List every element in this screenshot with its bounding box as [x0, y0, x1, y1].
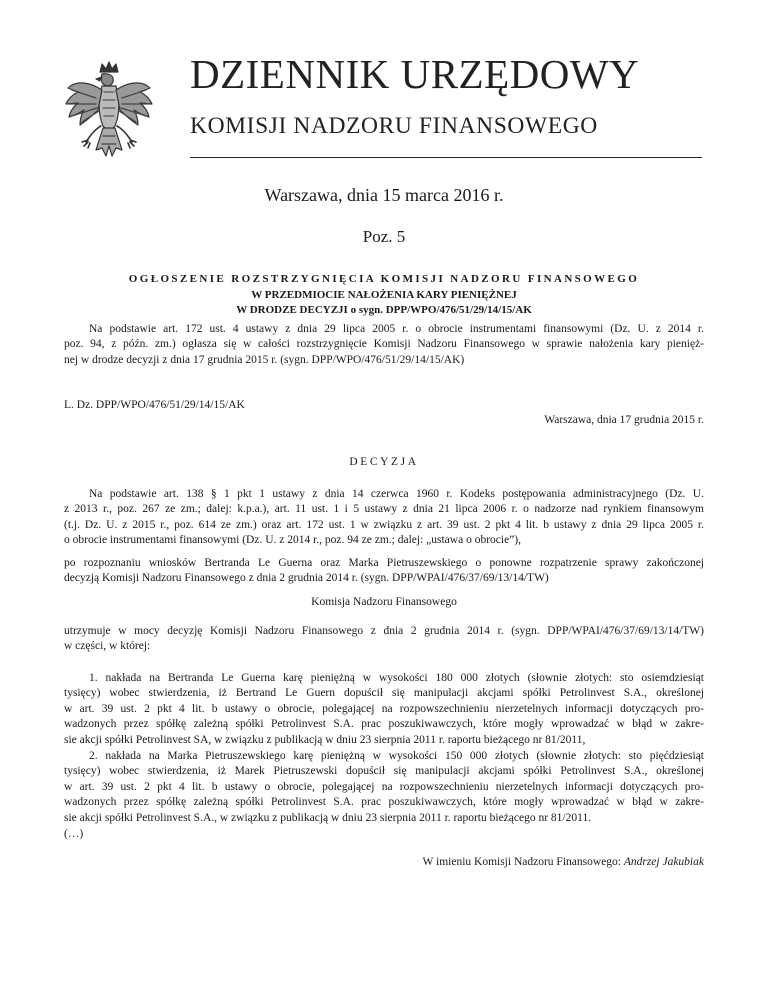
text-line: po rozpoznaniu wniosków Bertranda Le Guerna oraz Marka Pietruszewskiego o ponowne rozpatrzenie sprawy zakończonej — [64, 557, 704, 569]
heading-line-3: W DRODZE DECYZJI o sygn. DPP/WPO/476/51/29/14/15/AK — [236, 304, 532, 316]
journal-title: DZIENNIK URZĘDOWY — [190, 51, 640, 97]
text-line: o obrocie instrumentami finansowymi (Dz. U. z 2014 r., poz. 94 ze zm.; dalej: „ustawa o obrocie”), — [64, 534, 521, 547]
heading-line-1: OGŁOSZENIE ROZSTRZYGNIĘCIA KOMISJI NADZORU FINANSOWEGO — [128, 273, 640, 285]
decision-date: Warszawa, dnia 17 grudnia 2015 r. — [544, 414, 704, 426]
text-line: wadzonych przez spółkę zależną spółki Petrolinvest S.A. prac poszukiwawczych, które mogły wprowadzać w błąd w zakre- — [64, 796, 704, 809]
text-line: Na podstawie art. 172 ust. 4 ustawy z dnia 29 lipca 2005 r. o obrocie instrumentami finansowymi (Dz. U. z 2014 r. — [89, 323, 704, 335]
text-line: tysięcy) wobec stwierdzenia, iż Bertrand Le Guern dopuścił się manipulacji akcjami spółki Petrolinvest S.A., określonej — [64, 687, 704, 700]
text-line: wadzonych przez spółkę zależną spółki Petrolinvest S.A. prac poszukiwawczych, które mogły wprowadzać w błąd w zakre- — [64, 718, 704, 731]
text-line: decyzją Komisji Nadzoru Finansowego z dnia 2 grudnia 2014 r. (sygn. DPP/WPAI/476/37/69/13/14/TW) — [64, 572, 549, 585]
text-line: (t.j. Dz. U. z 2015 r., poz. 614 ze zm.) oraz art. 172 ust. 1 w związku z art. 39 ust. 2 pkt 4 lit. b ustawy z dnia 29 lipca 2005 r. — [64, 518, 704, 531]
text-line: 2. nakłada na Marka Pietruszewskiego karę pieniężną w wysokości 150 000 złotych (słownie złotych: sto pięćdziesiąt — [89, 750, 704, 762]
text-line: w części, w której: — [64, 640, 151, 653]
text-line: Na podstawie art. 138 § 1 pkt 1 ustawy z dnia 14 czerwca 1960 r. Kodeks postępowania administracyjnego (Dz. U. — [89, 488, 704, 500]
signature-prefix: W imieniu Komisji Nadzoru Finansowego: — [422, 856, 621, 868]
polish-eagle-emblem-icon — [62, 58, 156, 170]
authority-name: Komisja Nadzoru Finansowego — [311, 596, 457, 608]
text-line: w art. 39 ust. 2 pkt 4 lit. b ustawy o obrocie, polegającej na rozpowszechnieniu nierzetelnych informacji dotyczących pro- — [64, 780, 704, 793]
text-line: nej w drodze decyzji z dnia 17 grudnia 2015 r. (sygn. DPP/WPO/476/51/29/14/15/AK) — [64, 353, 465, 366]
issue-date: Warszawa, dnia 15 marca 2016 r. — [264, 185, 504, 205]
text-line: sie akcji spółki Petrolinvest SA, w związku z publikacją w dniu 23 sierpnia 2011 r. raportu bieżącego nr 81/2011, — [64, 733, 586, 746]
decision-heading: DECYZJA — [349, 456, 419, 468]
text-line: sie akcji spółki Petrolinvest S.A., w związku z publikacją w dniu 23 sierpnia 2011 r. raportu bieżącego nr 81/2011. — [64, 811, 592, 824]
consideration-paragraph — [64, 556, 704, 587]
position-number: Poz. 5 — [362, 227, 406, 246]
reference-number: L. Dz. DPP/WPO/476/51/29/14/15/AK — [64, 399, 245, 411]
text-line: z 2013 r., poz. 267 ze zm.; dalej: k.p.a.), art. 11 ust. 1 i 5 ustawy z dnia 21 lipca 2006 r. o nadzorze nad rynkiem finansowym — [64, 503, 704, 516]
text-line: utrzymuje w mocy decyzję Komisji Nadzoru Finansowego z dnia 2 grudnia 2014 r. (sygn. DPP/WPAI/476/37/69/13/14/TW) — [64, 625, 704, 637]
text-line: tysięcy) wobec stwierdzenia, iż Marek Pietruszewski dopuścił się manipulacji akcjami spółki Petrolinvest S.A., określonej — [64, 765, 704, 778]
heading-line-2: W PRZEDMIOCIE NAŁOŻENIA KARY PIENIĘŻNEJ — [251, 288, 517, 301]
text-line: poz. 94, z późn. zm.) ogłasza się w całości rozstrzygnięcie Komisji Nadzoru Finansowego w sprawie nałożenia kary pienięż- — [64, 338, 704, 351]
announcement-heading — [64, 272, 704, 319]
text-line: 1. nakłada na Bertranda Le Guerna karę pieniężną w wysokości 180 000 złotych (słownie złotych: sto osiemdziesiąt — [89, 672, 704, 684]
legal-basis-paragraph — [64, 487, 704, 549]
signatory-name: Andrzej Jakubiak — [623, 856, 704, 868]
omission-marker: (…) — [64, 828, 84, 840]
point-2-paragraph — [64, 749, 704, 826]
signature-line — [422, 856, 704, 868]
point-1-paragraph — [64, 671, 704, 748]
intro-paragraph — [64, 322, 704, 368]
text-line: w art. 39 ust. 2 pkt 4 lit. b ustawy o obrocie, polegającej na rozpowszechnieniu nierzetelnych informacji dotyczących pro- — [64, 702, 704, 715]
journal-subtitle: KOMISJI NADZORU FINANSOWEGO — [190, 113, 598, 139]
header-divider — [190, 157, 702, 158]
upheld-paragraph — [64, 624, 704, 655]
